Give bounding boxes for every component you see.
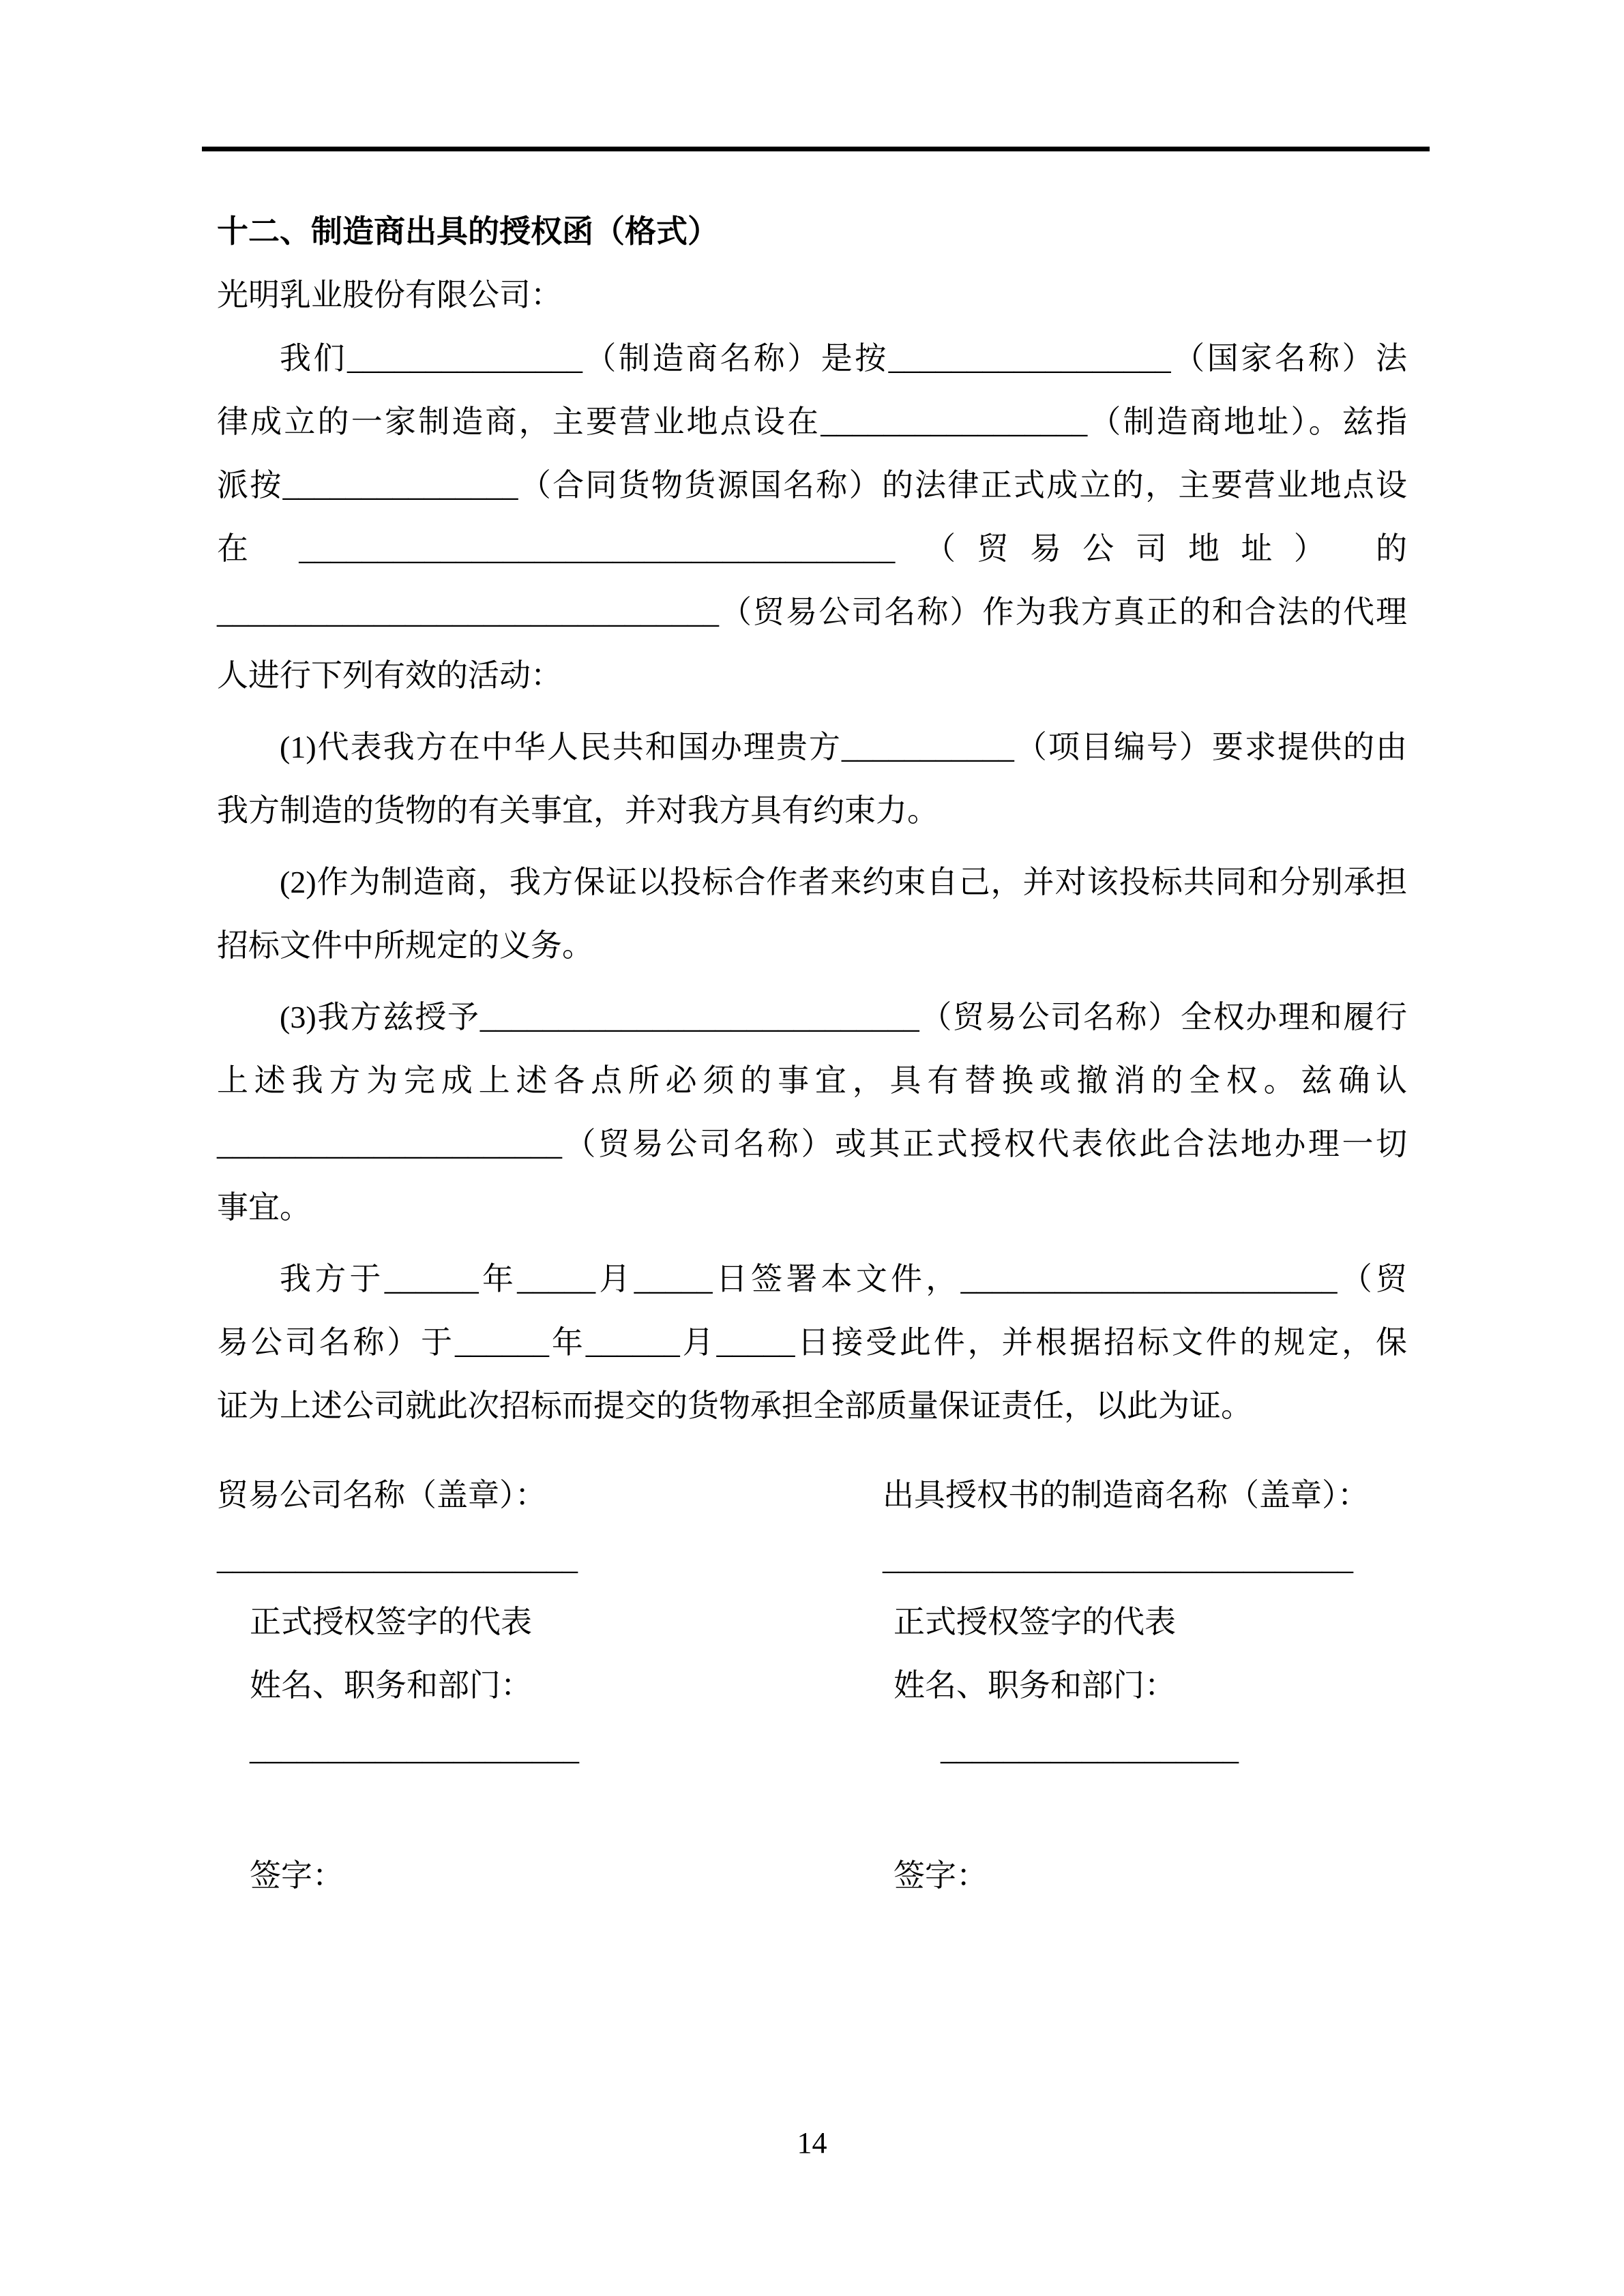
header-rule (202, 147, 1430, 151)
body-line: 招标文件中所规定的义务。 (217, 928, 593, 963)
name-fill-line: ___________________ (941, 1731, 1239, 1766)
body-line: 我方于______年_____月_____日签署本文件，________________________（贸 (280, 1262, 1407, 1296)
body-line: 在 ______________________________________ （贸易公司地址） 的 (217, 531, 1407, 566)
salutation: 光明乳业股份有限公司： (217, 278, 562, 312)
body-line: 事宜。 (217, 1190, 311, 1225)
body-line: 证为上述公司就此次招标而提交的货物承担全部质量保证责任，以此为证。 (217, 1388, 1252, 1423)
body-line: (2)作为制造商，我方保证以投标合作者来约束自己，并对该投标共同和分别承担 (280, 865, 1407, 899)
manufacturer-stamp-label: 出具授权书的制造商名称（盖章）： (883, 1478, 1369, 1512)
authorized-representative-label: 正式授权签字的代表 (894, 1605, 1176, 1639)
document-content (217, 200, 1407, 1907)
body-line: 我们_______________（制造商名称）是按__________________（国家名称）法 (280, 341, 1407, 376)
signature-label: 签字： (250, 1858, 344, 1893)
trading-company-stamp-label: 贸易公司名称（盖章）： (217, 1478, 546, 1512)
manufacturer-stamp-line: ______________________________ (883, 1541, 1353, 1576)
name-title-department-label: 姓名、职务和部门： (250, 1668, 532, 1703)
body-line: 上述我方为完成上述各点所必须的事宜，具有替换或撤消的全权。兹确认 (217, 1063, 1407, 1098)
body-line: 我方制造的货物的有关事宜，并对我方具有约束力。 (217, 793, 939, 828)
body-line: (3)我方兹授予____________________________（贸易公司名称）全权办理和履行 (280, 1000, 1407, 1034)
name-fill-line: _____________________ (250, 1731, 579, 1766)
body-line: ________________________________（贸易公司名称）作为我方真正的和合法的代理 (217, 595, 1407, 629)
signature-section (217, 1463, 1407, 1907)
authorized-representative-label: 正式授权签字的代表 (250, 1605, 532, 1639)
body-line: ______________________（贸易公司名称）或其正式授权代表依此合法地办理一切 (217, 1127, 1407, 1161)
body-line: 派按_______________（合同货物货源国名称）的法律正式成立的，主要营业地点设 (217, 468, 1407, 503)
section-title: 十二、制造商出具的授权函（格式） (217, 214, 719, 249)
body-line: (1)代表我方在中华人民共和国办理贵方___________（项目编号）要求提供的由 (280, 730, 1407, 764)
signature-label: 签字： (894, 1858, 988, 1893)
body-line: 易公司名称）于______年______月_____日接受此件，并根据招标文件的规定，保 (217, 1325, 1407, 1360)
signature-block-trading-company (217, 1463, 626, 1907)
trading-company-stamp-line: _______________________ (217, 1541, 578, 1576)
body-line: 律成立的一家制造商，主要营业地点设在_________________（制造商地址）。兹指 (217, 404, 1407, 439)
page-number: 14 (797, 2126, 827, 2160)
name-title-department-label: 姓名、职务和部门： (894, 1668, 1176, 1703)
signature-block-manufacturer (883, 1463, 1369, 1907)
body-line: 人进行下列有效的活动： (217, 658, 562, 693)
